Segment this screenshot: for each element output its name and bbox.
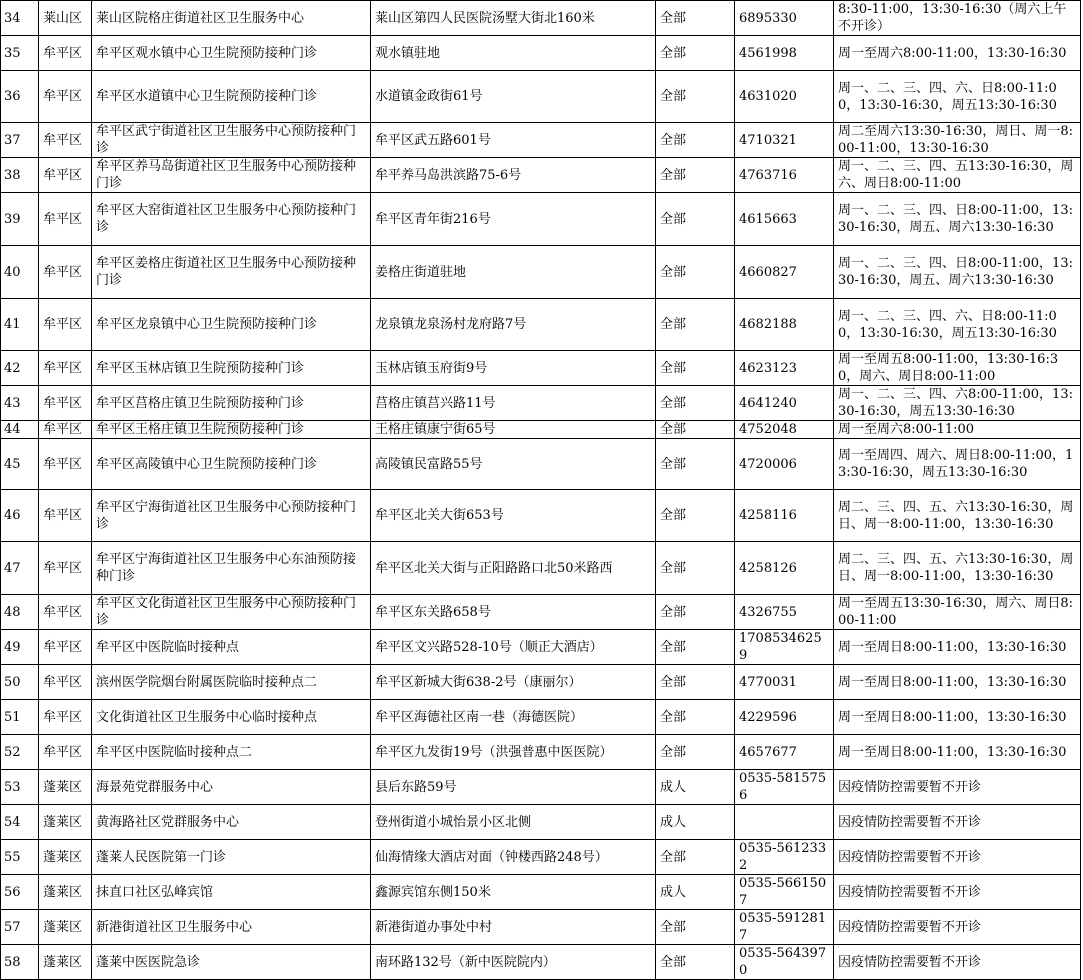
address-cell: 牟平养马岛洪滨路75-6号 [371,158,656,193]
target-group-cell: 全部 [656,945,735,980]
table-row [1,246,1081,299]
table-row [1,630,1081,665]
opening-hours-cell: 周一、二、三、四、日8:00-11:00，13:30-16:30，周五、周六13:30-16:30 [834,193,1081,246]
phone-cell: 4229596 [735,700,834,735]
district-cell: 牟平区 [39,490,92,542]
table-row [1,1,1081,36]
site-name-cell: 牟平区莒格庄镇卫生院预防接种门诊 [92,386,371,421]
table-row [1,351,1081,386]
row-number: 53 [1,770,39,805]
row-number: 36 [1,71,39,123]
address-cell: 莱山区第四人民医院汤墅大街北160米 [371,1,656,36]
row-number: 42 [1,351,39,386]
site-name-cell: 海景苑党群服务中心 [92,770,371,805]
target-group-cell: 全部 [656,299,735,351]
site-name-cell: 牟平区观水镇中心卫生院预防接种门诊 [92,36,371,71]
phone-cell: 0535-5643970 [735,945,834,980]
table-body [1,1,1081,980]
district-cell: 牟平区 [39,542,92,595]
phone-cell: 4561998 [735,36,834,71]
address-cell: 牟平区武五路601号 [371,123,656,158]
district-cell: 牟平区 [39,193,92,246]
opening-hours-cell: 周二至周六13:30-16:30，周日、周一8:00-11:00，13:30-16:30 [834,123,1081,158]
address-cell: 牟平区文兴路528-10号（顺正大酒店） [371,630,656,665]
table-row [1,735,1081,770]
row-number: 41 [1,299,39,351]
target-group-cell: 全部 [656,123,735,158]
phone-cell: 4631020 [735,71,834,123]
target-group-cell: 成人 [656,770,735,805]
phone-cell: 4623123 [735,351,834,386]
row-number: 47 [1,542,39,595]
phone-cell [735,805,834,840]
table-row [1,36,1081,71]
phone-cell: 6895330 [735,1,834,36]
row-number: 55 [1,840,39,875]
opening-hours-cell: 周一、二、三、四、六、日8:00-11:00，13:30-16:30，周五13:30-16:30 [834,71,1081,123]
opening-hours-cell: 周一、二、三、四、六、日8:00-11:00，13:30-16:30，周五13:30-16:30 [834,299,1081,351]
site-name-cell: 牟平区龙泉镇中心卫生院预防接种门诊 [92,299,371,351]
row-number: 44 [1,421,39,439]
phone-cell: 4660827 [735,246,834,299]
table-row [1,840,1081,875]
opening-hours-cell: 因疫情防控需要暂不开诊 [834,840,1081,875]
target-group-cell: 全部 [656,735,735,770]
site-name-cell: 牟平区武宁街道社区卫生服务中心预防接种门诊 [92,123,371,158]
row-number: 38 [1,158,39,193]
site-name-cell: 牟平区中医院临时接种点二 [92,735,371,770]
target-group-cell: 全部 [656,910,735,945]
site-name-cell: 莱山区院格庄街道社区卫生服务中心 [92,1,371,36]
target-group-cell: 成人 [656,805,735,840]
district-cell: 牟平区 [39,71,92,123]
district-cell: 牟平区 [39,36,92,71]
row-number: 50 [1,665,39,700]
district-cell: 牟平区 [39,123,92,158]
address-cell: 牟平区青年街216号 [371,193,656,246]
phone-cell: 4615663 [735,193,834,246]
target-group-cell: 全部 [656,840,735,875]
phone-cell: 4326755 [735,595,834,630]
district-cell: 牟平区 [39,158,92,193]
site-name-cell: 牟平区文化街道社区卫生服务中心预防接种门诊 [92,595,371,630]
address-cell: 龙泉镇龙泉汤村龙府路7号 [371,299,656,351]
phone-cell: 4641240 [735,386,834,421]
opening-hours-cell: 周一至周日8:00-11:00，13:30-16:30 [834,665,1081,700]
district-cell: 牟平区 [39,351,92,386]
opening-hours-cell: 周二、三、四、五、六13:30-16:30，周日、周一8:00-11:00，13:30-16:30 [834,542,1081,595]
target-group-cell: 全部 [656,1,735,36]
phone-cell: 4657677 [735,735,834,770]
opening-hours-cell: 因疫情防控需要暂不开诊 [834,805,1081,840]
address-cell: 仙海情缘大酒店对面（钟楼西路248号） [371,840,656,875]
address-cell: 玉林店镇玉府街9号 [371,351,656,386]
target-group-cell: 全部 [656,490,735,542]
district-cell: 牟平区 [39,735,92,770]
phone-cell: 4682188 [735,299,834,351]
opening-hours-cell: 周一、二、三、四、日8:00-11:00，13:30-16:30，周五、周六13:30-16:30 [834,246,1081,299]
opening-hours-cell: 周一至周四、周六、周日8:00-11:00，13:30-16:30，周五13:30-16:30 [834,439,1081,490]
site-name-cell: 牟平区王格庄镇卫生院预防接种门诊 [92,421,371,439]
target-group-cell: 全部 [656,158,735,193]
phone-cell: 0535-5612332 [735,840,834,875]
row-number: 35 [1,36,39,71]
table-row [1,945,1081,980]
district-cell: 牟平区 [39,386,92,421]
address-cell: 高陵镇民富路55号 [371,439,656,490]
table-row [1,805,1081,840]
address-cell: 观水镇驻地 [371,36,656,71]
address-cell: 鑫源宾馆东侧150米 [371,875,656,910]
target-group-cell: 全部 [656,421,735,439]
opening-hours-cell: 因疫情防控需要暂不开诊 [834,770,1081,805]
site-name-cell: 牟平区宁海街道社区卫生服务中心预防接种门诊 [92,490,371,542]
opening-hours-cell: 周一至周六8:00-11:00，13:30-16:30 [834,36,1081,71]
phone-cell: 0535-5912817 [735,910,834,945]
phone-cell: 17085346259 [735,630,834,665]
target-group-cell: 全部 [656,700,735,735]
site-name-cell: 牟平区中医院临时接种点 [92,630,371,665]
opening-hours-cell: 8:30-11:00，13:30-16:30（周六上午不开诊） [834,1,1081,36]
site-name-cell: 牟平区宁海街道社区卫生服务中心东油预防接种门诊 [92,542,371,595]
table-row [1,875,1081,910]
opening-hours-cell: 周一、二、三、四、五13:30-16:30，周六、周日8:00-11:00 [834,158,1081,193]
row-number: 45 [1,439,39,490]
district-cell: 牟平区 [39,246,92,299]
target-group-cell: 全部 [656,71,735,123]
target-group-cell: 全部 [656,193,735,246]
site-name-cell: 黄海路社区党群服务中心 [92,805,371,840]
target-group-cell: 成人 [656,875,735,910]
address-cell: 新港街道办事处中村 [371,910,656,945]
site-name-cell: 牟平区高陵镇中心卫生院预防接种门诊 [92,439,371,490]
opening-hours-cell: 周一至周五13:30-16:30，周六、周日8:00-11:00 [834,595,1081,630]
opening-hours-cell: 周一至周日8:00-11:00，13:30-16:30 [834,735,1081,770]
site-name-cell: 文化街道社区卫生服务中心临时接种点 [92,700,371,735]
phone-cell: 0535-5815756 [735,770,834,805]
phone-cell: 4752048 [735,421,834,439]
table-row [1,123,1081,158]
row-number: 49 [1,630,39,665]
district-cell: 牟平区 [39,665,92,700]
target-group-cell: 全部 [656,386,735,421]
address-cell: 王格庄镇康宁街65号 [371,421,656,439]
row-number: 37 [1,123,39,158]
phone-cell: 0535-5661507 [735,875,834,910]
row-number: 46 [1,490,39,542]
row-number: 39 [1,193,39,246]
target-group-cell: 全部 [656,630,735,665]
table-row [1,193,1081,246]
address-cell: 县后东路59号 [371,770,656,805]
row-number: 58 [1,945,39,980]
site-name-cell: 牟平区玉林店镇卫生院预防接种门诊 [92,351,371,386]
address-cell: 水道镇金政街61号 [371,71,656,123]
row-number: 52 [1,735,39,770]
district-cell: 牟平区 [39,421,92,439]
target-group-cell: 全部 [656,665,735,700]
district-cell: 牟平区 [39,299,92,351]
site-name-cell: 新港街道社区卫生服务中心 [92,910,371,945]
row-number: 40 [1,246,39,299]
district-cell: 牟平区 [39,595,92,630]
district-cell: 蓬莱区 [39,875,92,910]
district-cell: 牟平区 [39,439,92,490]
district-cell: 蓬莱区 [39,770,92,805]
phone-cell: 4720006 [735,439,834,490]
opening-hours-cell: 周一、二、三、四、六8:00-11:00，13:30-16:30，周五13:30-16:30 [834,386,1081,421]
row-number: 56 [1,875,39,910]
opening-hours-cell: 因疫情防控需要暂不开诊 [834,875,1081,910]
site-name-cell: 蓬莱人民医院第一门诊 [92,840,371,875]
district-cell: 蓬莱区 [39,945,92,980]
address-cell: 牟平区东关路658号 [371,595,656,630]
phone-cell: 4763716 [735,158,834,193]
opening-hours-cell: 周一至周五8:00-11:00，13:30-16:30，周六、周日8:00-11:00 [834,351,1081,386]
table-row [1,910,1081,945]
table-row [1,439,1081,490]
address-cell: 牟平区新城大街638-2号（康丽尔） [371,665,656,700]
table-row [1,700,1081,735]
site-name-cell: 牟平区姜格庄街道社区卫生服务中心预防接种门诊 [92,246,371,299]
district-cell: 蓬莱区 [39,910,92,945]
opening-hours-cell: 周一至周日8:00-11:00，13:30-16:30 [834,630,1081,665]
phone-cell: 4710321 [735,123,834,158]
row-number: 43 [1,386,39,421]
site-name-cell: 牟平区水道镇中心卫生院预防接种门诊 [92,71,371,123]
district-cell: 蓬莱区 [39,805,92,840]
target-group-cell: 全部 [656,351,735,386]
target-group-cell: 全部 [656,542,735,595]
table-row [1,770,1081,805]
target-group-cell: 全部 [656,246,735,299]
table-row [1,386,1081,421]
table-row [1,490,1081,542]
table-row [1,158,1081,193]
table-row [1,665,1081,700]
row-number: 34 [1,1,39,36]
address-cell: 莒格庄镇莒兴路11号 [371,386,656,421]
district-cell: 莱山区 [39,1,92,36]
phone-cell: 4770031 [735,665,834,700]
row-number: 48 [1,595,39,630]
district-cell: 牟平区 [39,630,92,665]
table-row [1,71,1081,123]
address-cell: 牟平区九发街19号（洪强普惠中医医院） [371,735,656,770]
opening-hours-cell: 周一至周六8:00-11:00 [834,421,1081,439]
address-cell: 南环路132号（新中医院院内） [371,945,656,980]
opening-hours-cell: 因疫情防控需要暂不开诊 [834,945,1081,980]
address-cell: 登州街道小城怡景小区北侧 [371,805,656,840]
table-row [1,595,1081,630]
opening-hours-cell: 周一至周日8:00-11:00，13:30-16:30 [834,700,1081,735]
table-row [1,421,1081,439]
district-cell: 蓬莱区 [39,840,92,875]
target-group-cell: 全部 [656,36,735,71]
site-name-cell: 抹直口社区弘峰宾馆 [92,875,371,910]
phone-cell: 4258126 [735,542,834,595]
opening-hours-cell: 因疫情防控需要暂不开诊 [834,910,1081,945]
table-row [1,299,1081,351]
target-group-cell: 全部 [656,439,735,490]
address-cell: 姜格庄街道驻地 [371,246,656,299]
site-name-cell: 蓬莱中医医院急诊 [92,945,371,980]
address-cell: 牟平区北关大街653号 [371,490,656,542]
address-cell: 牟平区北关大街与正阳路路口北50米路西 [371,542,656,595]
row-number: 57 [1,910,39,945]
table-row [1,542,1081,595]
row-number: 54 [1,805,39,840]
district-cell: 牟平区 [39,700,92,735]
opening-hours-cell: 周二、三、四、五、六13:30-16:30，周日、周一8:00-11:00，13:30-16:30 [834,490,1081,542]
phone-cell: 4258116 [735,490,834,542]
site-name-cell: 牟平区大窑街道社区卫生服务中心预防接种门诊 [92,193,371,246]
site-name-cell: 牟平区养马岛街道社区卫生服务中心预防接种门诊 [92,158,371,193]
target-group-cell: 全部 [656,595,735,630]
address-cell: 牟平区海德社区南一巷（海德医院） [371,700,656,735]
site-name-cell: 滨州医学院烟台附属医院临时接种点二 [92,665,371,700]
row-number: 51 [1,700,39,735]
